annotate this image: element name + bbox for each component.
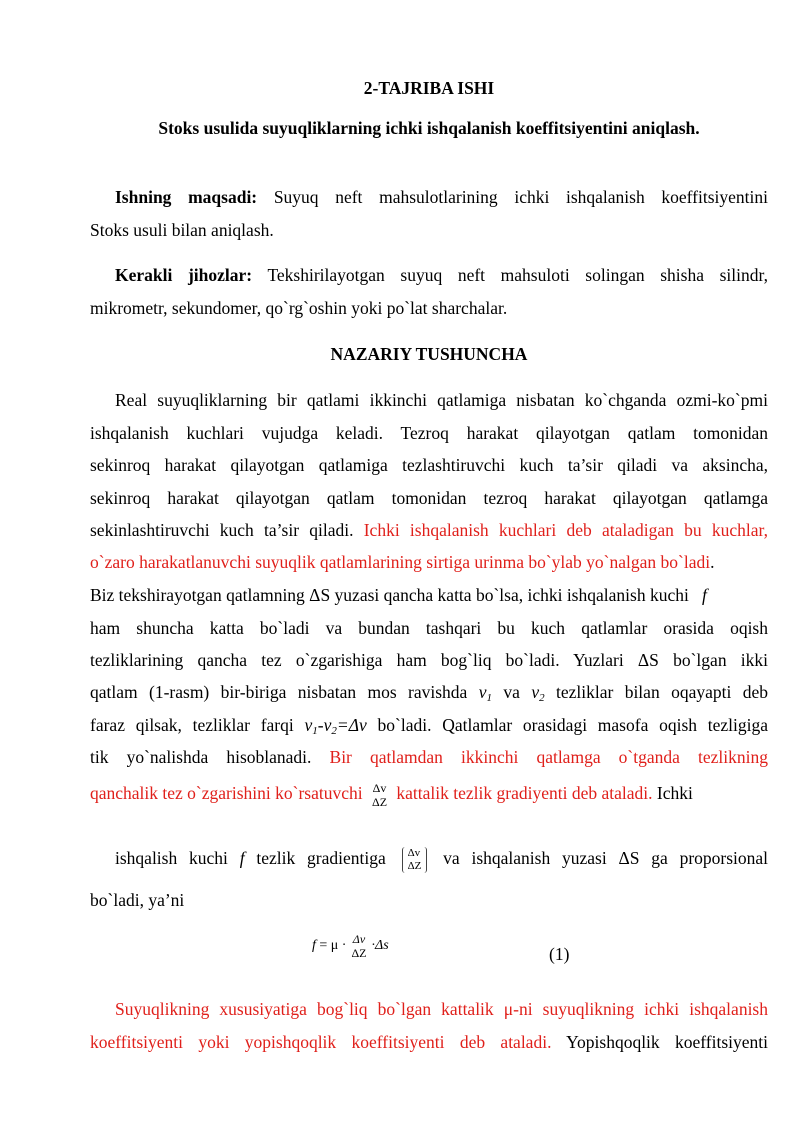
theory-line-2: ishqalanish kuchlari vujudga keladi. Tezroq harakat qilayotgan qatlam tomonidan [90, 423, 768, 443]
closing-line-1: Suyuqlikning xususiyatiga bog`liq bo`lgan kattalik μ-ni suyuqlikning ichki ishqalanish [115, 999, 768, 1019]
theory-line-3: sekinroq harakat qilayotgan qatlamiga tezlashtiruvchi kuch ta’sir qiladi va aksincha, [90, 455, 768, 475]
document-subtitle: Stoks usulida suyuqliklarning ichki ishqalanish koeffitsiyentini aniqlash. [158, 118, 700, 138]
document-title: 2-TAJRIBA ISHI [363, 78, 495, 98]
gradient-paren-fraction: Δv ΔZ [402, 847, 428, 873]
theory-line-13: qanchalik tez o`zgarishini ko`rsatuvchi Δv ΔZ kattalik tezlik gradiyenti deb ataladi. Ichki [90, 781, 693, 809]
theory-line-11: faraz qilsak, tezliklar farqi $v_1-v_2=\Delta v$ bo`ladi. Qatlamlar orasidagi masofa oqish tezligiga [90, 715, 769, 737]
section-heading: NAZARIY TUSHUNCHA [330, 344, 528, 364]
theory-line-1: Real suyuqliklarning bir qatlami ikkinchi qatlamiga nisbatan ko`chganda ozmi-ko`pmi [115, 390, 768, 410]
velocity-gradient-fraction: Δv ΔZ [371, 781, 388, 809]
theory-line-8: ham shuncha katta bo`ladi va bundan tashqari bu kuch qatlamlar orasida oqish [90, 618, 768, 638]
theory-line-4: sekinroq harakat qilayotgan qatlam tomonidan tezroq harakat qilayotgan qatlamga [90, 488, 768, 508]
aim-line-1: Ishning maqsadi: Suyuq neft mahsulotlarining ichki ishqalanish koeffitsiyentini [115, 187, 769, 207]
formula-fraction: Δv ΔZ [351, 932, 367, 960]
friction-formula: f = μ · Δv ΔZ ·Δs [312, 932, 389, 960]
theory-line-14: ishqalish kuchi f tezlik gradientiga Δv ΔZ va ishqalanish yuzasi ΔS ga proporsional [115, 846, 769, 872]
equation-number: (1) [549, 944, 570, 964]
theory-line-6: o`zaro harakatlanuvchi suyuqlik qatlamlarining sirtiga urinma bo`ylab yo`nalgan bo`ladi. [90, 552, 715, 572]
equipment-line-2: mikrometr, sekundomer, qo`rg`oshin yoki po`lat sharchalar. [90, 298, 508, 318]
theory-line-7: Biz tekshirayotgan qatlamning ΔS yuzasi qancha katta bo`lsa, ichki ishqalanish kuchi f [90, 585, 707, 605]
theory-line-9: tezliklarining qancha tez o`zgarishiga ham bog`liq bo`ladi. Yuzlari ΔS bo`lgan ikki [90, 650, 768, 670]
equipment-line-1: Kerakli jihozlar: Tekshirilayotgan suyuq neft mahsuloti solingan shisha silindr, [115, 265, 768, 285]
theory-line-12: tik yo`nalishda hisoblanadi. Bir qatlamdan ikkinchi qatlamga o`tganda tezlikning [90, 747, 769, 767]
theory-line-5: sekinlashtiruvchi kuch ta’sir qiladi. Ichki ishqalanish kuchlari deb ataladigan bu kuchlar, [90, 520, 768, 540]
aim-line-2: Stoks usuli bilan aniqlash. [90, 220, 274, 240]
theory-line-15: bo`ladi, ya’ni [90, 890, 185, 910]
theory-line-10: qatlam (1-rasm) bir-biriga nisbatan mos ravishda $v_1$ va $v_2$ tezliklar bilan oqayapti deb [90, 682, 768, 704]
closing-line-2: koeffitsiyenti yoki yopishqoqlik koeffitsiyenti deb ataladi. Yopishqoqlik koeffitsiyenti [90, 1032, 769, 1052]
